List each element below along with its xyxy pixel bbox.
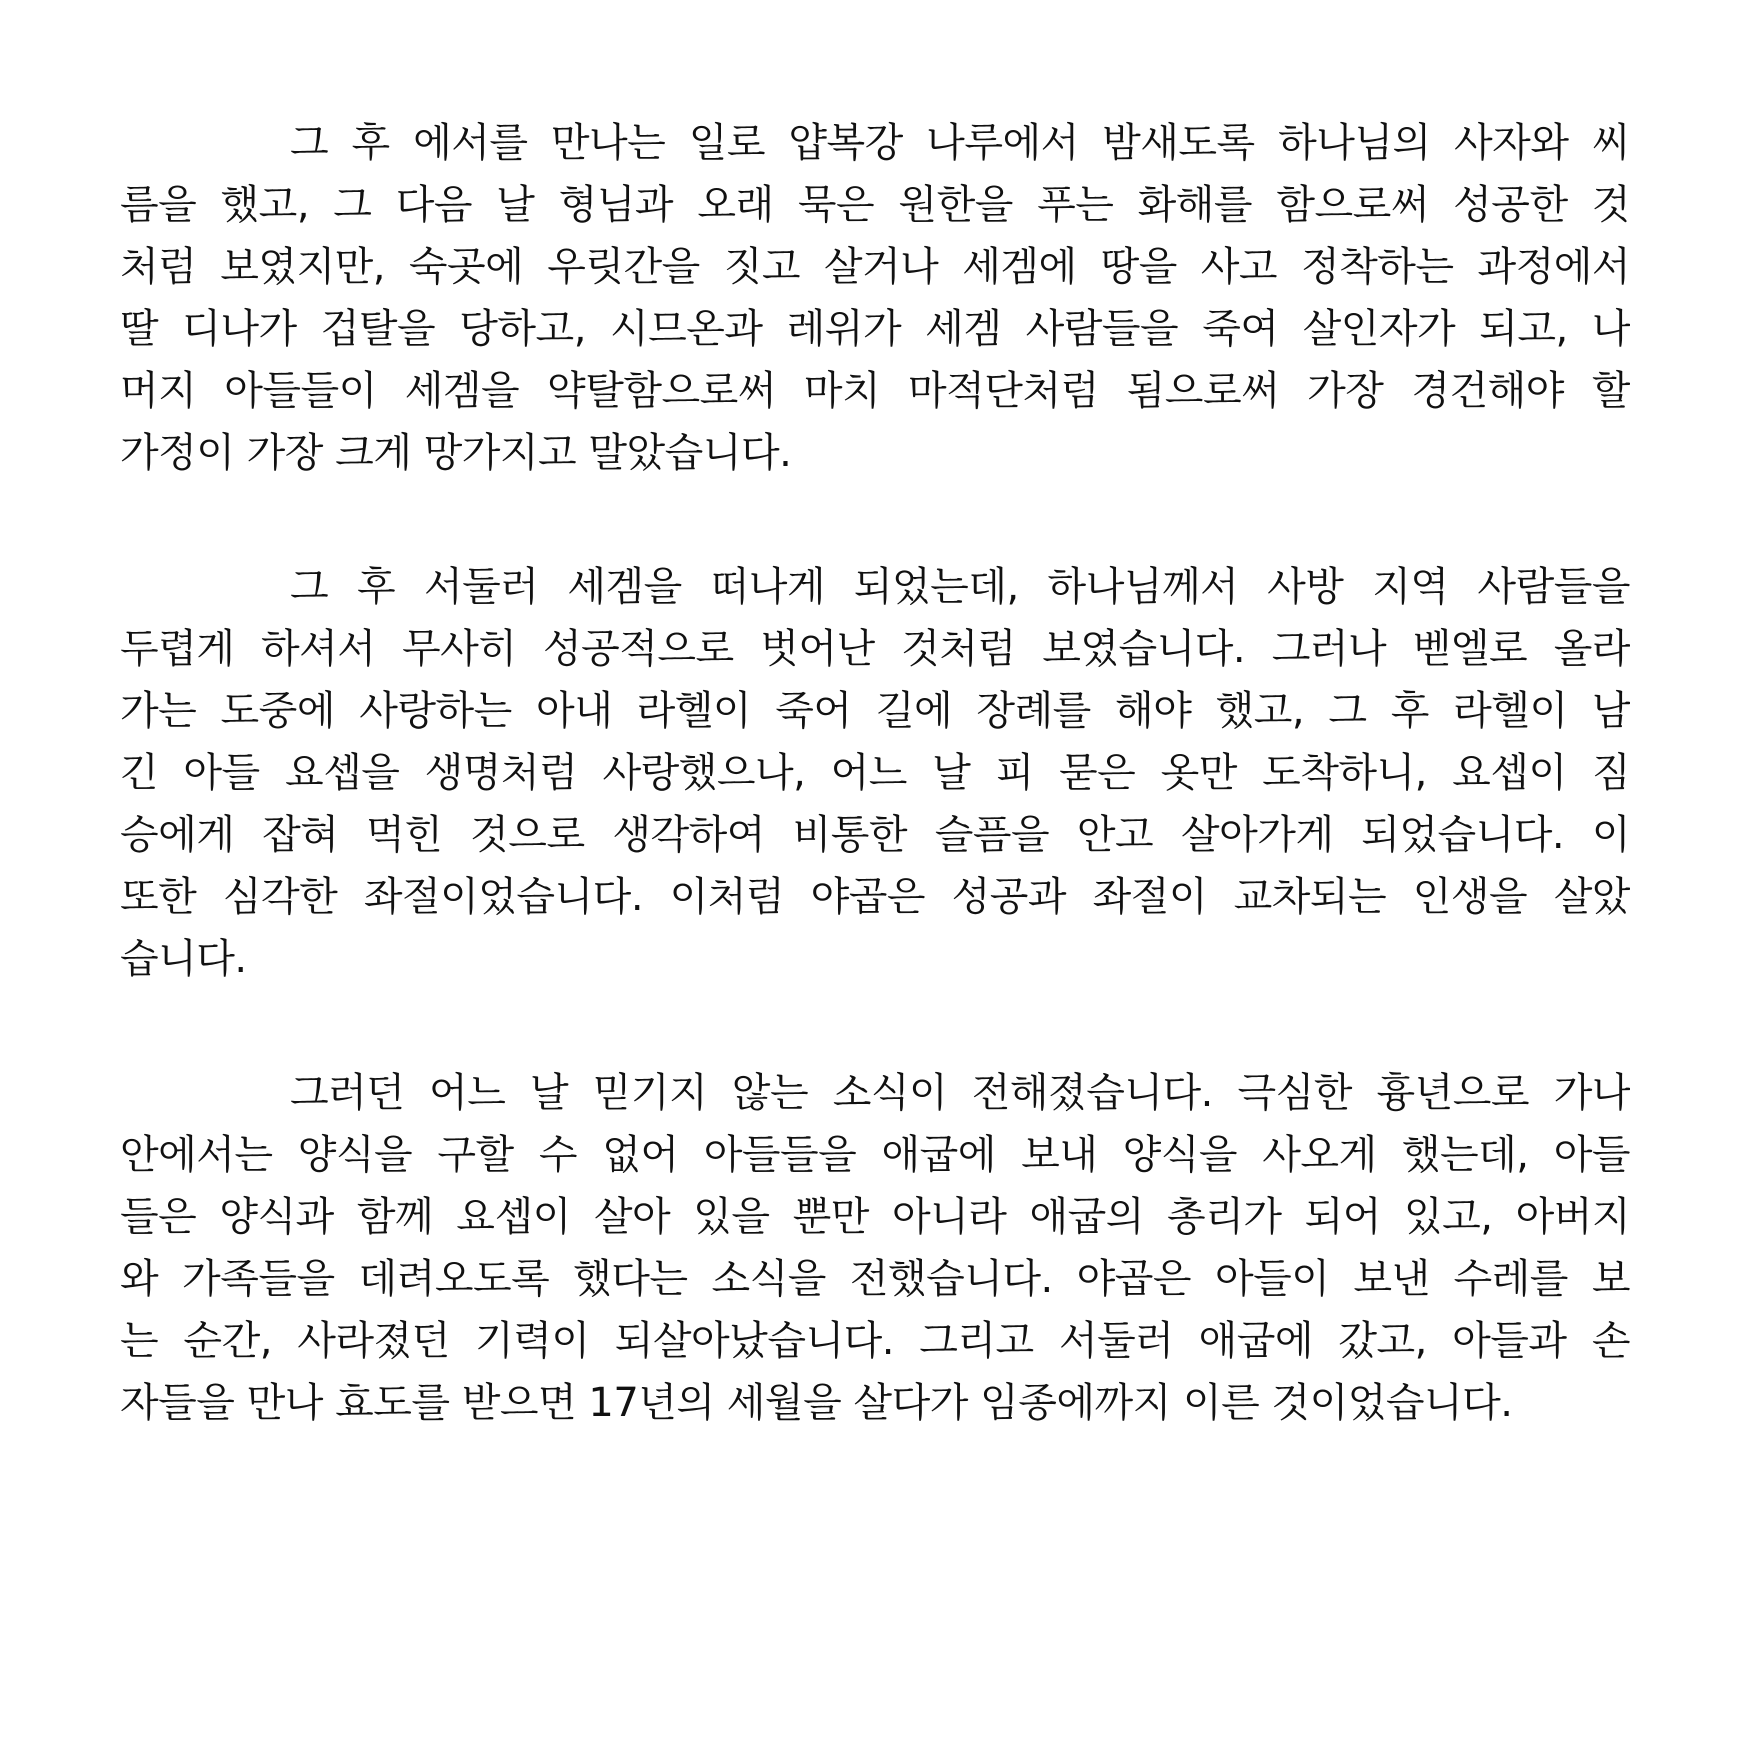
paragraph-3-line-2: 안에서는 양식을 구할 수 없어 아들들을 애굽에 보내 양식을 사오게 했는데, 아들 bbox=[120, 1132, 1630, 1178]
paragraph-3-line-3: 들은 양식과 함께 요셉이 살아 있을 뿐만 아니라 애굽의 총리가 되어 있고, 아버지 bbox=[120, 1194, 1630, 1240]
paragraph-2-line-4: 긴 아들 요셉을 생명처럼 사랑했으나, 어느 날 피 묻은 옷만 도착하니, 요셉이 짐 bbox=[120, 750, 1630, 796]
paragraph-1-line-1: 그 후 에서를 만나는 일로 얍복강 나루에서 밤새도록 하나님의 사자와 씨 bbox=[290, 120, 1630, 166]
paragraph-2-line-6: 또한 심각한 좌절이었습니다. 이처럼 야곱은 성공과 좌절이 교차되는 인생을 살았 bbox=[120, 874, 1630, 920]
paragraph-2-line-2: 두렵게 하셔서 무사히 성공적으로 벗어난 것처럼 보였습니다. 그러나 벧엘로 올라 bbox=[120, 626, 1630, 672]
paragraph-2-line-5: 승에게 잡혀 먹힌 것으로 생각하여 비통한 슬픔을 안고 살아가게 되었습니다. 이 bbox=[120, 812, 1630, 858]
paragraph-3-line-1: 그러던 어느 날 믿기지 않는 소식이 전해졌습니다. 극심한 흉년으로 가나 bbox=[290, 1070, 1630, 1116]
paragraph-1-line-5: 머지 아들들이 세겜을 약탈함으로써 마치 마적단처럼 됨으로써 가장 경건해야 할 bbox=[120, 368, 1630, 414]
paragraph-3-line-4: 와 가족들을 데려오도록 했다는 소식을 전했습니다. 야곱은 아들이 보낸 수레를 보 bbox=[120, 1256, 1630, 1302]
paragraph-3-line-6: 자들을 만나 효도를 받으면 17년의 세월을 살다가 임종에까지 이른 것이었습니다. bbox=[120, 1380, 1513, 1426]
paragraph-3-line-5: 는 순간, 사라졌던 기력이 되살아났습니다. 그리고 서둘러 애굽에 갔고, 아들과 손 bbox=[120, 1318, 1630, 1364]
paragraph-1-line-2: 름을 했고, 그 다음 날 형님과 오래 묵은 원한을 푸는 화해를 함으로써 성공한 것 bbox=[120, 182, 1630, 228]
paragraph-2-line-3: 가는 도중에 사랑하는 아내 라헬이 죽어 길에 장례를 해야 했고, 그 후 라헬이 남 bbox=[120, 688, 1630, 734]
paragraph-1-line-6: 가정이 가장 크게 망가지고 말았습니다. bbox=[120, 430, 792, 476]
paragraph-2-line-1: 그 후 서둘러 세겜을 떠나게 되었는데, 하나님께서 사방 지역 사람들을 bbox=[290, 564, 1630, 610]
paragraph-1-line-4: 딸 디나가 겁탈을 당하고, 시므온과 레위가 세겜 사람들을 죽여 살인자가 되고, 나 bbox=[120, 306, 1630, 352]
paragraph-1-line-3: 처럼 보였지만, 숙곳에 우릿간을 짓고 살거나 세겜에 땅을 사고 정착하는 과정에서 bbox=[120, 244, 1630, 290]
paragraph-2-line-7: 습니다. bbox=[120, 936, 247, 982]
